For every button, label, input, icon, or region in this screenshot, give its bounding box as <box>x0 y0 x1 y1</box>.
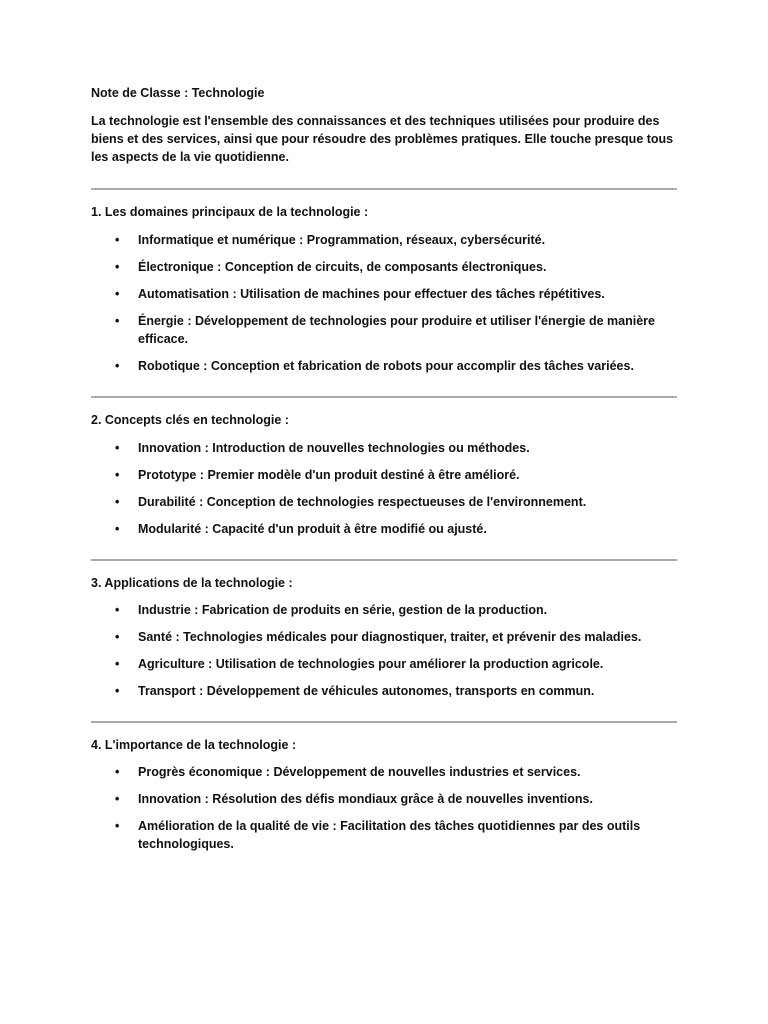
list-item <box>91 258 681 276</box>
list-item-text: Amélioration de la qualité de vie : Facilitation des tâches quotidiennes par des outils technologiques. <box>138 819 641 851</box>
bullet-icon: • <box>115 495 120 509</box>
list-item <box>91 790 681 808</box>
bullet-icon: • <box>115 792 120 806</box>
list-item <box>91 817 681 853</box>
list-item <box>91 493 681 511</box>
bullet-icon: • <box>115 468 120 482</box>
section-4 <box>91 723 681 853</box>
list-item <box>91 439 681 457</box>
section-list <box>91 231 681 375</box>
section-heading: 1. Les domaines principaux de la technologie : <box>91 205 369 219</box>
bullet-icon: • <box>115 603 120 617</box>
list-item-text: Transport : Développement de véhicules autonomes, transports en commun. <box>138 684 595 698</box>
bullet-icon: • <box>115 359 120 373</box>
bullet-icon: • <box>115 233 120 247</box>
list-item <box>91 466 681 484</box>
bullet-icon: • <box>115 441 120 455</box>
list-item-text: Innovation : Résolution des défis mondiaux grâce à de nouvelles inventions. <box>138 792 593 806</box>
section-list <box>91 763 681 853</box>
section-list <box>91 601 681 700</box>
list-item-text: Prototype : Premier modèle d'un produit destiné à être amélioré. <box>138 468 520 482</box>
section-list <box>91 439 681 538</box>
bullet-icon: • <box>115 287 120 301</box>
list-item-text: Énergie : Développement de technologies pour produire et utiliser l'énergie de manière efficace. <box>138 314 655 346</box>
list-item-text: Santé : Technologies médicales pour diagnostiquer, traiter, et prévenir des maladies. <box>138 630 642 644</box>
list-item-text: Durabilité : Conception de technologies respectueuses de l'environnement. <box>138 495 587 509</box>
list-item <box>91 285 681 303</box>
bullet-icon: • <box>115 657 120 671</box>
bullet-icon: • <box>115 314 120 328</box>
list-item-text: Électronique : Conception de circuits, de composants électroniques. <box>138 260 547 274</box>
section-heading: 2. Concepts clés en technologie : <box>91 413 289 427</box>
document-page <box>91 85 681 853</box>
list-item-text: Industrie : Fabrication de produits en série, gestion de la production. <box>138 603 548 617</box>
section-heading: 4. L'importance de la technologie : <box>91 738 297 752</box>
bullet-icon: • <box>115 765 120 779</box>
document-title: Note de Classe : Technologie <box>91 86 265 100</box>
list-item <box>91 655 681 673</box>
section-heading: 3. Applications de la technologie : <box>91 576 293 590</box>
list-item-text: Informatique et numérique : Programmation, réseaux, cybersécurité. <box>138 233 546 247</box>
list-item-text: Robotique : Conception et fabrication de robots pour accomplir des tâches variées. <box>138 359 634 373</box>
bullet-icon: • <box>115 630 120 644</box>
list-item <box>91 628 681 646</box>
bullet-icon: • <box>115 819 120 833</box>
section-1 <box>91 190 681 375</box>
section-2 <box>91 398 681 538</box>
list-item <box>91 763 681 781</box>
list-item-text: Modularité : Capacité d'un produit à être modifié ou ajusté. <box>138 522 487 536</box>
list-item <box>91 231 681 249</box>
list-item-text: Agriculture : Utilisation de technologies pour améliorer la production agricole. <box>138 657 604 671</box>
list-item-text: Progrès économique : Développement de nouvelles industries et services. <box>138 765 581 779</box>
list-item <box>91 312 681 348</box>
list-item-text: Innovation : Introduction de nouvelles technologies ou méthodes. <box>138 441 530 455</box>
intro-paragraph: La technologie est l'ensemble des connaissances et des techniques utilisées pour produire des biens et des services, ainsi que pour résoudre des problèmes pratiques. Elle touche presque tous les aspects de la vie quotidienne. <box>91 114 674 164</box>
bullet-icon: • <box>115 522 120 536</box>
list-item <box>91 601 681 619</box>
list-item <box>91 357 681 375</box>
bullet-icon: • <box>115 260 120 274</box>
list-item <box>91 682 681 700</box>
section-3 <box>91 561 681 700</box>
bullet-icon: • <box>115 684 120 698</box>
list-item-text: Automatisation : Utilisation de machines pour effectuer des tâches répétitives. <box>138 287 605 301</box>
list-item <box>91 520 681 538</box>
